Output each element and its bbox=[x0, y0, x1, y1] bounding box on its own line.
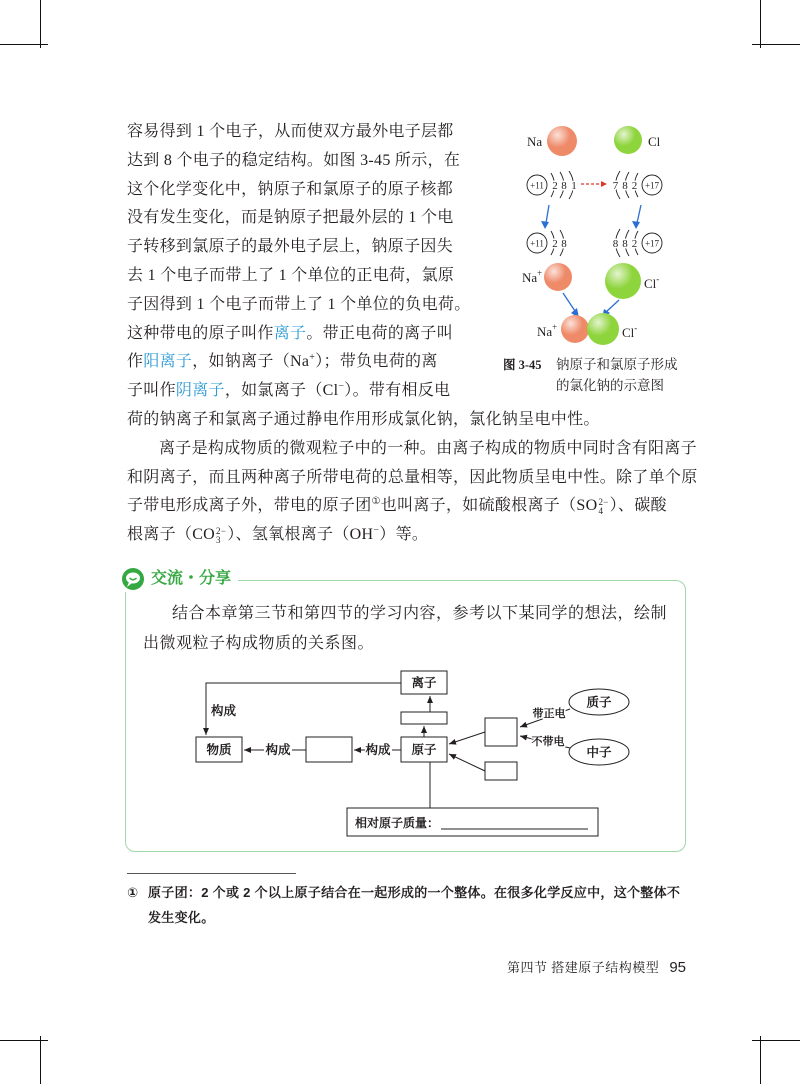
particle-relationship-diagram bbox=[190, 662, 630, 844]
shell-electron-count: 8 bbox=[622, 238, 628, 250]
text-segment: ）；带负电荷的离 bbox=[315, 353, 438, 371]
footnote-text: 原子团：2 个或 2 个以上原子结合在一起形成的一个整体。在很多化学反应中，这个整体不 bbox=[148, 885, 681, 900]
text-segment: ）、碳酸 bbox=[609, 497, 667, 515]
text-line: 离子是构成物质的微观粒子中的一种。由离子构成的物质中同时含有阳离子 bbox=[159, 439, 697, 457]
crop-mark bbox=[760, 0, 761, 48]
text-line: 容易得到 1 个电子，从而使双方最外电子层都 bbox=[127, 123, 454, 140]
relative-mass-label: 相对原子质量： bbox=[355, 816, 440, 830]
text-line: 荷的钠离子和氯离子通过静电作用形成氯化钠，氯化钠呈电中性。 bbox=[127, 410, 600, 428]
discussion-title: 交流・分享 bbox=[148, 568, 238, 592]
blank-box bbox=[306, 737, 352, 762]
electron-transfer-arrow bbox=[581, 181, 607, 187]
chlorine-label: Cl bbox=[648, 134, 661, 149]
blank-box bbox=[485, 762, 517, 780]
term-anion: 阴离子 bbox=[175, 382, 225, 400]
neutron-label: 中子 bbox=[586, 745, 612, 760]
sodium-nucleus-charge: +11 bbox=[530, 238, 544, 249]
text-segment: ）等。 bbox=[379, 526, 429, 544]
text-segment: 。带正电荷的离子叫 bbox=[306, 324, 454, 342]
crop-mark bbox=[0, 44, 48, 45]
positive-charge-label: 带正电 bbox=[532, 708, 566, 720]
shell-electron-count: 1 bbox=[571, 180, 577, 192]
footnote-reference: ① bbox=[371, 496, 381, 508]
term-ion: 离子 bbox=[273, 324, 307, 342]
figure-caption: 的氯化钠的示意图 bbox=[556, 378, 664, 393]
footnote-text: 发生变化。 bbox=[148, 910, 215, 925]
section-title: 第四节 搭建原子结构模型 bbox=[507, 960, 660, 975]
text-segment: 作 bbox=[127, 353, 144, 371]
sodium-atom-structure bbox=[527, 171, 577, 199]
blank-box bbox=[401, 712, 447, 724]
sphere-highlight bbox=[547, 126, 577, 156]
down-arrow-icon bbox=[541, 205, 549, 229]
shell-electron-count: 7 bbox=[612, 180, 619, 192]
crop-mark bbox=[40, 1036, 41, 1084]
shell-electron-count: 8 bbox=[612, 238, 619, 250]
sodium-ion-structure bbox=[527, 230, 567, 256]
blank-box bbox=[485, 718, 517, 746]
text-line: 子转移到氯原子的最外电子层上，钠原子因失 bbox=[127, 238, 454, 256]
crop-mark bbox=[0, 1040, 48, 1041]
text-segment: 这种带电的原子叫作 bbox=[127, 324, 274, 342]
charge-superscript: − bbox=[373, 525, 380, 537]
charge-superscript: − bbox=[338, 381, 345, 393]
text-line: 子因得到 1 个电子而带上了 1 个单位的负电荷。 bbox=[127, 295, 471, 313]
compose-label: 构成 bbox=[365, 743, 391, 757]
crop-mark bbox=[752, 44, 800, 45]
page-footer bbox=[507, 956, 686, 980]
sodium-ion-label: Na+ bbox=[537, 322, 558, 339]
matter-label: 物质 bbox=[206, 743, 232, 757]
text-line: 去 1 个电子而带上了 1 个单位的正电荷，氯原 bbox=[127, 266, 455, 284]
footnote-mark: ① bbox=[127, 885, 139, 900]
chloride-ion-label: Cl- bbox=[644, 274, 660, 291]
sphere-highlight bbox=[561, 315, 589, 343]
text-line: 和阴离子，而且两种离子所带电荷的总量相等，因此物质呈电中性。除了单个原 bbox=[127, 468, 698, 486]
crop-mark bbox=[752, 1040, 800, 1041]
shell-electron-count: 2 bbox=[631, 180, 638, 192]
sulfate-charge-subscript bbox=[598, 498, 608, 516]
connector-arrow bbox=[449, 732, 485, 744]
chat-bubble-icon bbox=[120, 566, 148, 592]
converge-arrow-icon bbox=[563, 293, 579, 318]
shell-electron-count: 2 bbox=[552, 180, 558, 192]
term-cation: 阳离子 bbox=[143, 353, 193, 371]
text-segment: 子带电形成离子外，带电的原子团 bbox=[127, 497, 372, 515]
text-line bbox=[127, 521, 698, 550]
connector-arrow bbox=[449, 754, 485, 771]
chlorine-atom-structure bbox=[613, 171, 662, 199]
shell-electron-count: 8 bbox=[561, 238, 567, 250]
text-segment: ，如氯离子（Cl bbox=[224, 382, 339, 400]
sphere-highlight bbox=[614, 126, 642, 154]
text-segment: ）。带有相反电 bbox=[344, 382, 451, 400]
shell-electron-count: 2 bbox=[631, 238, 638, 250]
proton-label: 质子 bbox=[586, 695, 612, 710]
chlorine-nucleus-charge: +17 bbox=[644, 238, 660, 249]
sodium-nucleus-charge: +11 bbox=[530, 180, 544, 191]
text-segment: 根离子（CO bbox=[127, 526, 216, 544]
atom-count-subscript: 4 bbox=[598, 506, 604, 517]
atom-count-subscript: 3 bbox=[216, 535, 221, 546]
shell-electron-count: 8 bbox=[622, 180, 628, 192]
shell-electron-count: 8 bbox=[561, 180, 567, 192]
compose-label: 构成 bbox=[265, 743, 291, 757]
sodium-ion-label: Na+ bbox=[522, 268, 543, 285]
text-line bbox=[127, 492, 698, 521]
chloride-ion-structure bbox=[613, 229, 662, 257]
crop-mark bbox=[40, 0, 41, 48]
compose-label: 构成 bbox=[211, 704, 237, 718]
text-line: 这个化学变化中，钠原子和氯原子的原子核都 bbox=[127, 180, 454, 198]
crop-mark bbox=[760, 1036, 761, 1084]
figure-caption: 钠原子和氯原子形成 bbox=[556, 357, 678, 372]
sodium-label: Na bbox=[527, 134, 543, 149]
sphere-highlight bbox=[605, 263, 641, 299]
chlorine-nucleus-charge: +17 bbox=[644, 180, 660, 191]
text-segment: 也叫离子，如硫酸根离子（SO bbox=[380, 497, 598, 515]
discussion-prompt: 出微观粒子构成物质的关系图。 bbox=[143, 635, 375, 652]
no-charge-label: 不带电 bbox=[531, 736, 565, 748]
text-segment: ，如钠离子（Na bbox=[192, 353, 310, 371]
sodium-chloride-formation-figure bbox=[490, 110, 710, 400]
text-line: 没有发生变化，而是钠原子把最外层的 1 个电 bbox=[127, 209, 454, 227]
discussion-prompt: 结合本章第三节和第四节的学习内容，参考以下某同学的想法，绘制 bbox=[172, 605, 668, 622]
charge-superscript: + bbox=[309, 352, 316, 364]
sphere-highlight bbox=[587, 313, 619, 345]
text-segment: 子叫作 bbox=[127, 382, 176, 400]
charge-superscript: 2− bbox=[216, 526, 227, 537]
ion-label: 离子 bbox=[411, 676, 437, 690]
text-segment: ）、氢氧根离子（OH bbox=[227, 526, 374, 544]
figure-number: 图 3-45 bbox=[503, 358, 542, 372]
sphere-highlight bbox=[544, 263, 572, 291]
down-arrow-icon bbox=[632, 205, 641, 229]
charge-superscript: 2− bbox=[598, 497, 609, 508]
page-number: 95 bbox=[669, 959, 686, 976]
carbonate-charge-subscript bbox=[216, 527, 226, 545]
shell-electron-count: 2 bbox=[552, 238, 558, 250]
atom-label: 原子 bbox=[411, 743, 437, 757]
text-line: 达到 8 个电子的稳定结构。如图 3-45 所示，在 bbox=[127, 151, 461, 169]
footnote-divider bbox=[127, 873, 296, 874]
chloride-ion-label: Cl- bbox=[622, 323, 638, 340]
